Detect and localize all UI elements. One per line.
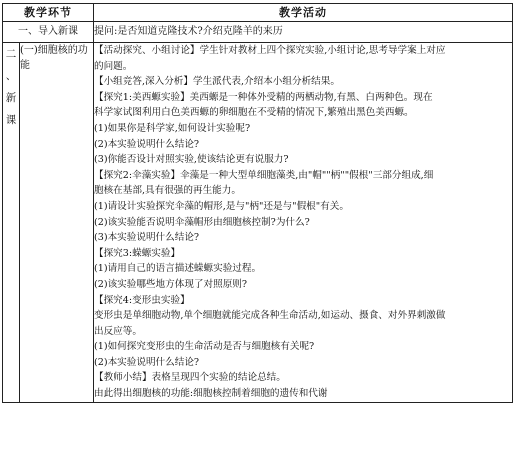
lesson-plan-table — [2, 3, 513, 403]
section-char: 课 — [5, 114, 17, 126]
new-lesson-row — [3, 43, 513, 403]
activity-line: 【小组竞答,深入分析】学生派代表,介绍本小组分析结果。 — [94, 76, 340, 88]
intro-row — [3, 22, 513, 43]
header-row — [3, 4, 513, 22]
activity-line: 科学家试图利用白色美西螈的卵细胞在不受精的情况下,繁殖出黑色美西螈。 — [94, 107, 414, 119]
section-char: 、 — [5, 70, 17, 82]
activity-line: 【探究2:伞藻实验】伞藻是一种大型单细胞藻类,由"帽""柄""假根"三部分组成,细 — [94, 169, 434, 181]
activity-line: (2)该实验哪些地方体现了对照原则? — [94, 278, 248, 290]
intro-activity-text: 提问:是否知道克隆技术?介绍克隆羊的来历 — [94, 22, 513, 43]
activity-line: 的问题。 — [94, 60, 133, 72]
activity-line: 【探究3:蝾螈实验】 — [94, 247, 181, 259]
new-lesson-section-label — [3, 43, 20, 403]
section-char: 新 — [5, 92, 17, 104]
activity-line: 【探究1:美西螈实验】美西螈是一种体外受精的两栖动物,有黑、白两种色。现在 — [94, 91, 433, 103]
activity-line: (1)请用自己的语言描述蝾螈实验过程。 — [94, 263, 262, 275]
activity-line: 【活动探究、小组讨论】学生针对教材上四个探究实验,小组讨论,思考导学案上对应 — [94, 45, 446, 56]
activity-line: 胞核在基部,具有很强的再生能力。 — [94, 185, 241, 197]
activity-line: (2)该实验能否说明伞藻帽形由细胞核控制?为什么? — [94, 216, 310, 228]
header-teaching-stage: 教学环节 — [3, 4, 94, 22]
activity-line: 【教师小结】表格呈现四个实验的结论总结。 — [94, 372, 286, 384]
activity-line: (2)本实验说明什么结论? — [94, 356, 200, 368]
activity-line: 出反应等。 — [94, 325, 142, 337]
activity-line: (1)如果你是科学家,如何设计实验呢? — [94, 122, 251, 134]
sub-section-nucleus-function: (一)细胞核的功能 — [20, 43, 94, 403]
activity-content — [94, 43, 513, 403]
activity-line: 由此得出细胞核的功能:细胞核控制着细胞的遗传和代谢 — [94, 388, 328, 400]
activity-line: (1)请设计实验探究伞藻的帽形,是与"柄"还是与"假根"有关。 — [94, 200, 349, 212]
activity-line: (2)本实验说明什么结论? — [94, 138, 200, 150]
activity-line: 变形虫是单细胞动物,单个细胞就能完成各种生命活动,如运动、摄食、对外界刺激做 — [94, 310, 446, 322]
activity-line: (1)如何探究变形虫的生命活动是否与细胞核有关呢? — [94, 341, 315, 353]
section-char: 二 — [5, 48, 17, 60]
activity-line: (3)本实验说明什么结论? — [94, 232, 200, 244]
activity-line: (3)你能否设计对照实验,使该结论更有说服力? — [94, 154, 289, 166]
intro-section-label: 一、导入新课 — [3, 22, 94, 43]
activity-line: 【探究4:变形虫实验】 — [94, 294, 190, 306]
header-teaching-activity: 教学活动 — [94, 4, 513, 22]
